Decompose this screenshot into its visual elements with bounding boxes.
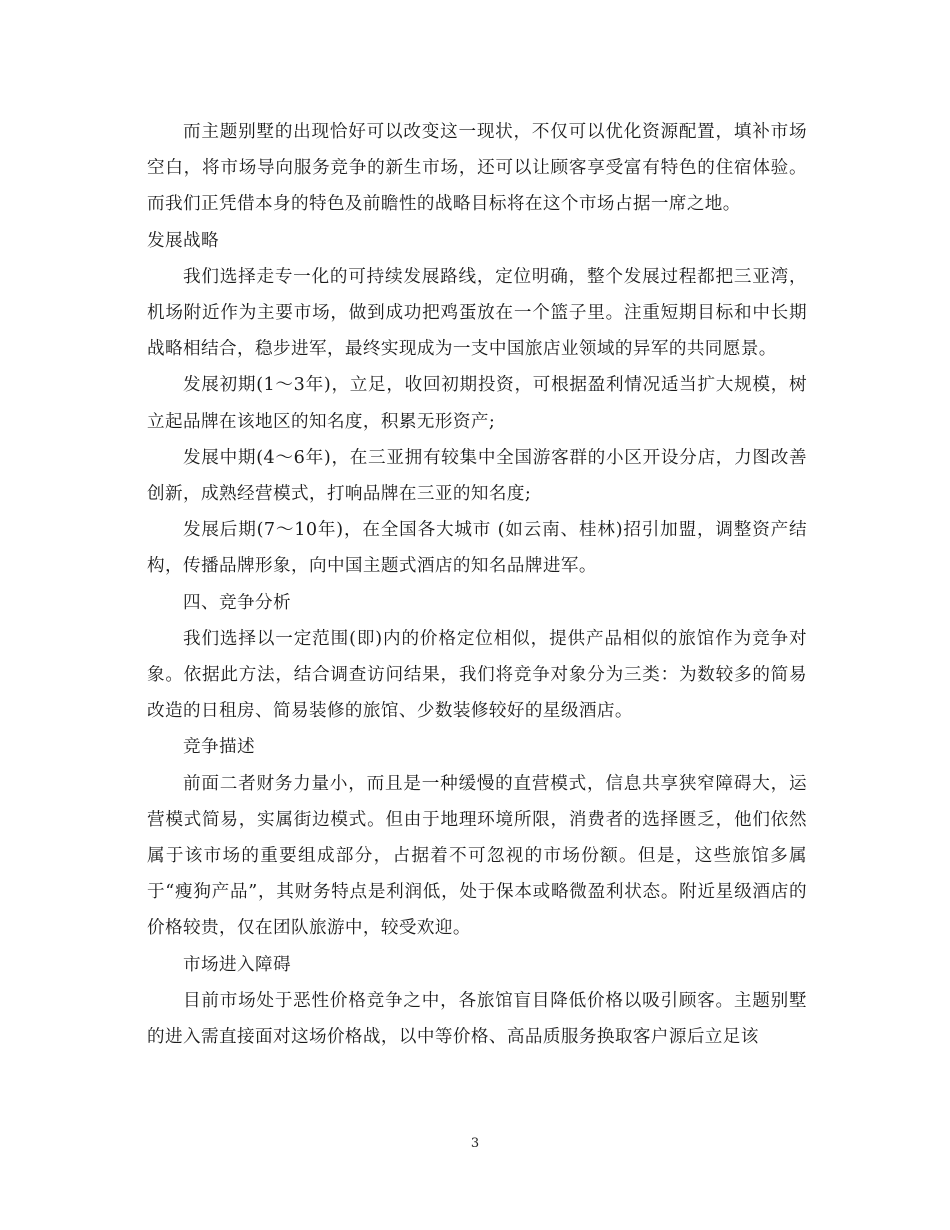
paragraph-competitors: 我们选择以一定范围(即)内的价格定位相似，提供产品相似的旅馆作为竞争对象。依据此方法，结合调查访问结果，我们将竞争对象分为三类：为数较多的简易改造的日租房、简易装修的旅馆、少数装修较好的星级酒店。 [147, 628, 807, 722]
paragraph-strategy: 我们选择走专一化的可持续发展路线，定位明确，整个发展过程都把三亚湾，机场附近作为主要市场，做到成功把鸡蛋放在一个篮子里。注重短期目标和中长期战略相结合，稳步进军，最终实现成为一支中国旅店业领域的异军的共同愿景。 [147, 266, 807, 360]
document-page [147, 114, 807, 1055]
heading-competition-description: 竞争描述 [183, 737, 255, 758]
heading-market-barriers: 市场进入障碍 [183, 954, 291, 975]
heading-competition-analysis: 四、竞争分析 [183, 592, 291, 613]
page-number: 3 [470, 1136, 480, 1151]
paragraph-market-barriers: 目前市场处于恶性价格竞争之中，各旅馆盲目降低价格以吸引顾客。主题别墅的进入需直接面对这场价格战，以中等价格、高品质服务换取客户源后立足该 [147, 990, 807, 1048]
paragraph-competition-description: 前面二者财务力量小，而且是一种缓慢的直营模式，信息共享狭窄障碍大，运营模式简易，实属街边模式。但由于地理环境所限，消费者的选择匮乏，他们依然属于该市场的重要组成部分，占据着不可忽视的市场份额。但是，这些旅馆多属于“瘦狗产品”，其财务特点是利润低，处于保本或略微盈利状态。附近星级酒店的价格较贵，仅在团队旅游中，较受欢迎。 [147, 773, 807, 939]
heading-development-strategy: 发展战略 [147, 230, 219, 251]
paragraph-late-phase: 发展后期(7～10年)，在全国各大城市 (如云南、桂林)招引加盟，调整资产结构，传播品牌形象，向中国主题式酒店的知名品牌进军。 [147, 520, 807, 577]
paragraph-early-phase: 发展初期(1～3年)，立足，收回初期投资，可根据盈利情况适当扩大规模，树立起品牌在该地区的知名度，积累无形资产; [147, 375, 807, 432]
paragraph-intro: 而主题别墅的出现恰好可以改变这一现状，不仅可以优化资源配置，填补市场空白，将市场导向服务竞争的新生市场，还可以让顾客享受富有特色的住宿体验。而我们正凭借本身的特色及前瞻性的战略目标将在这个市场占据一席之地。 [147, 122, 807, 215]
paragraph-mid-phase: 发展中期(4～6年)，在三亚拥有较集中全国游客群的小区开设分店，力图改善创新，成熟经营模式，打响品牌在三亚的知名度; [147, 447, 807, 505]
